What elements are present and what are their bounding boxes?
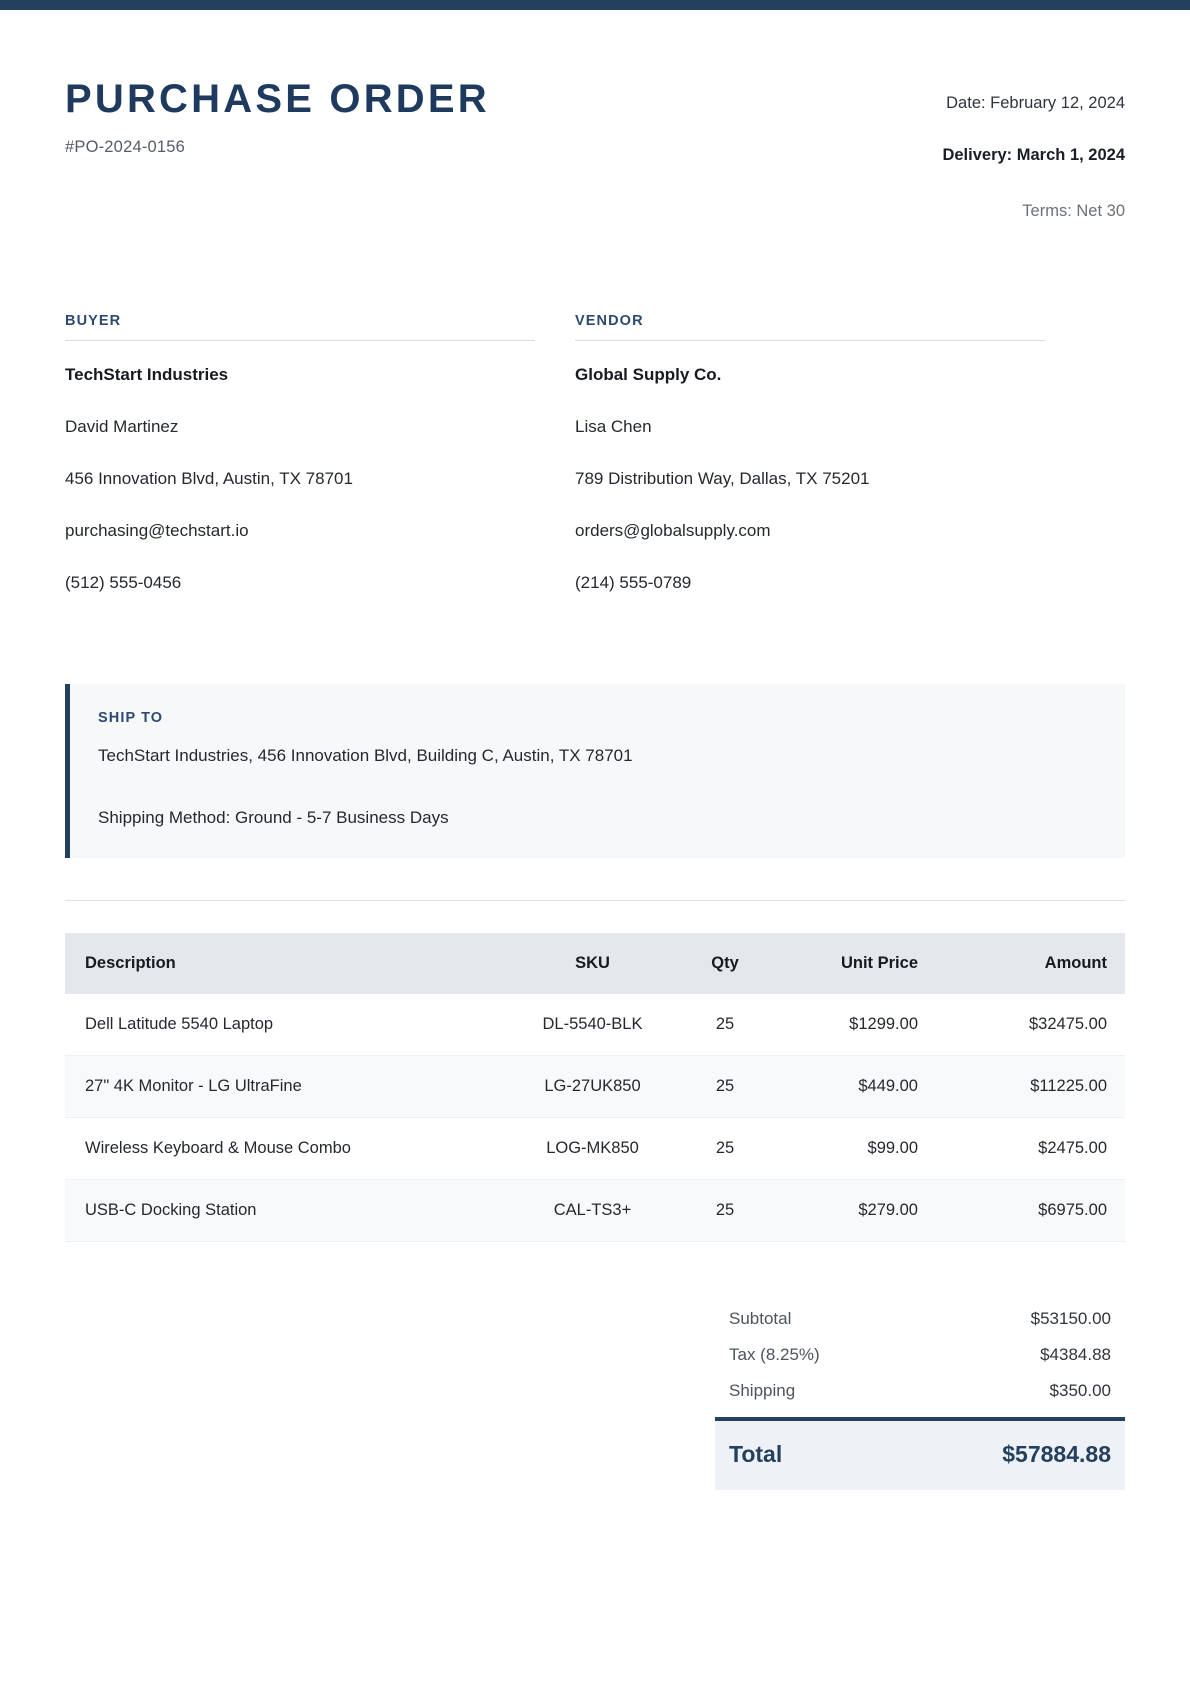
- table-row: [65, 1118, 1125, 1180]
- column-header-sku: SKU: [505, 933, 680, 994]
- vendor-label: VENDOR: [575, 313, 1045, 341]
- grand-total-row: [715, 1417, 1125, 1490]
- cell-sku: DL-5540-BLK: [505, 994, 680, 1056]
- cell-amount: $6975.00: [930, 1180, 1125, 1242]
- cell-unit-price: $279.00: [770, 1180, 930, 1242]
- delivery-date: Delivery: March 1, 2024: [942, 146, 1125, 164]
- shipping-label: Shipping: [729, 1381, 796, 1400]
- order-date: Date: February 12, 2024: [946, 94, 1125, 112]
- cell-description: Wireless Keyboard & Mouse Combo: [65, 1118, 505, 1180]
- buyer-block: [65, 313, 535, 593]
- title-block: [65, 78, 490, 157]
- cell-sku: CAL-TS3+: [505, 1180, 680, 1242]
- grand-total-label: Total: [729, 1441, 783, 1467]
- table-header: [65, 933, 1125, 994]
- column-header-description: Description: [65, 933, 505, 994]
- table-row: [65, 994, 1125, 1056]
- cell-sku: LOG-MK850: [505, 1118, 680, 1180]
- cell-qty: 25: [680, 1118, 770, 1180]
- ship-to-address: TechStart Industries, 456 Innovation Blvd, Building C, Austin, TX 78701: [98, 746, 633, 765]
- cell-description: Dell Latitude 5540 Laptop: [65, 994, 505, 1056]
- buyer-address: 456 Innovation Blvd, Austin, TX 78701: [65, 469, 353, 488]
- buyer-contact: David Martinez: [65, 417, 179, 436]
- column-header-qty: Qty: [680, 933, 770, 994]
- parties-section: [65, 313, 1125, 593]
- vendor-contact: Lisa Chen: [575, 417, 652, 436]
- cell-amount: $32475.00: [930, 994, 1125, 1056]
- cell-unit-price: $1299.00: [770, 994, 930, 1056]
- vendor-address: 789 Distribution Way, Dallas, TX 75201: [575, 469, 870, 488]
- document-header: [65, 10, 1125, 221]
- subtotal-label: Subtotal: [729, 1309, 792, 1328]
- shipping-value: $350.00: [1049, 1381, 1111, 1400]
- tax-value: $4384.88: [1040, 1345, 1111, 1364]
- table-row: [65, 1056, 1125, 1118]
- page-title: PURCHASE ORDER: [65, 77, 490, 121]
- buyer-label: BUYER: [65, 313, 535, 341]
- po-number: #PO-2024-0156: [65, 138, 186, 156]
- cell-description: 27" 4K Monitor - LG UltraFine: [65, 1056, 505, 1118]
- tax-label: Tax (8.25%): [729, 1345, 820, 1364]
- top-accent-bar: [0, 0, 1190, 10]
- totals-block: [715, 1309, 1125, 1490]
- vendor-company: Global Supply Co.: [575, 365, 722, 384]
- table-body: [65, 994, 1125, 1242]
- section-divider: [65, 900, 1125, 901]
- cell-amount: $2475.00: [930, 1118, 1125, 1180]
- totals-section: [65, 1309, 1125, 1490]
- buyer-company: TechStart Industries: [65, 365, 229, 384]
- table-header-row: [65, 933, 1125, 994]
- cell-qty: 25: [680, 1056, 770, 1118]
- vendor-block: [575, 313, 1045, 593]
- ship-to-label: SHIP TO: [98, 710, 164, 726]
- cell-unit-price: $99.00: [770, 1118, 930, 1180]
- buyer-phone: (512) 555-0456: [65, 573, 182, 592]
- grand-total-value: $57884.88: [1002, 1441, 1111, 1467]
- cell-description: USB-C Docking Station: [65, 1180, 505, 1242]
- buyer-email: purchasing@techstart.io: [65, 521, 249, 540]
- payment-terms: Terms: Net 30: [1022, 202, 1125, 220]
- subtotal-row: [715, 1309, 1125, 1329]
- ship-to-block: [65, 684, 1125, 858]
- tax-row: [715, 1345, 1125, 1365]
- column-header-amount: Amount: [930, 933, 1125, 994]
- vendor-email: orders@globalsupply.com: [575, 521, 771, 540]
- vendor-phone: (214) 555-0789: [575, 573, 692, 592]
- column-header-unit-price: Unit Price: [770, 933, 930, 994]
- cell-unit-price: $449.00: [770, 1056, 930, 1118]
- line-items-table: [65, 933, 1125, 1242]
- cell-qty: 25: [680, 994, 770, 1056]
- cell-sku: LG-27UK850: [505, 1056, 680, 1118]
- document-content: [0, 10, 1190, 1490]
- subtotal-value: $53150.00: [1030, 1309, 1111, 1328]
- cell-amount: $11225.00: [930, 1056, 1125, 1118]
- header-meta-block: [942, 78, 1125, 221]
- shipping-row: [715, 1381, 1125, 1401]
- table-row: [65, 1180, 1125, 1242]
- cell-qty: 25: [680, 1180, 770, 1242]
- shipping-method: Shipping Method: Ground - 5-7 Business Days: [98, 808, 449, 827]
